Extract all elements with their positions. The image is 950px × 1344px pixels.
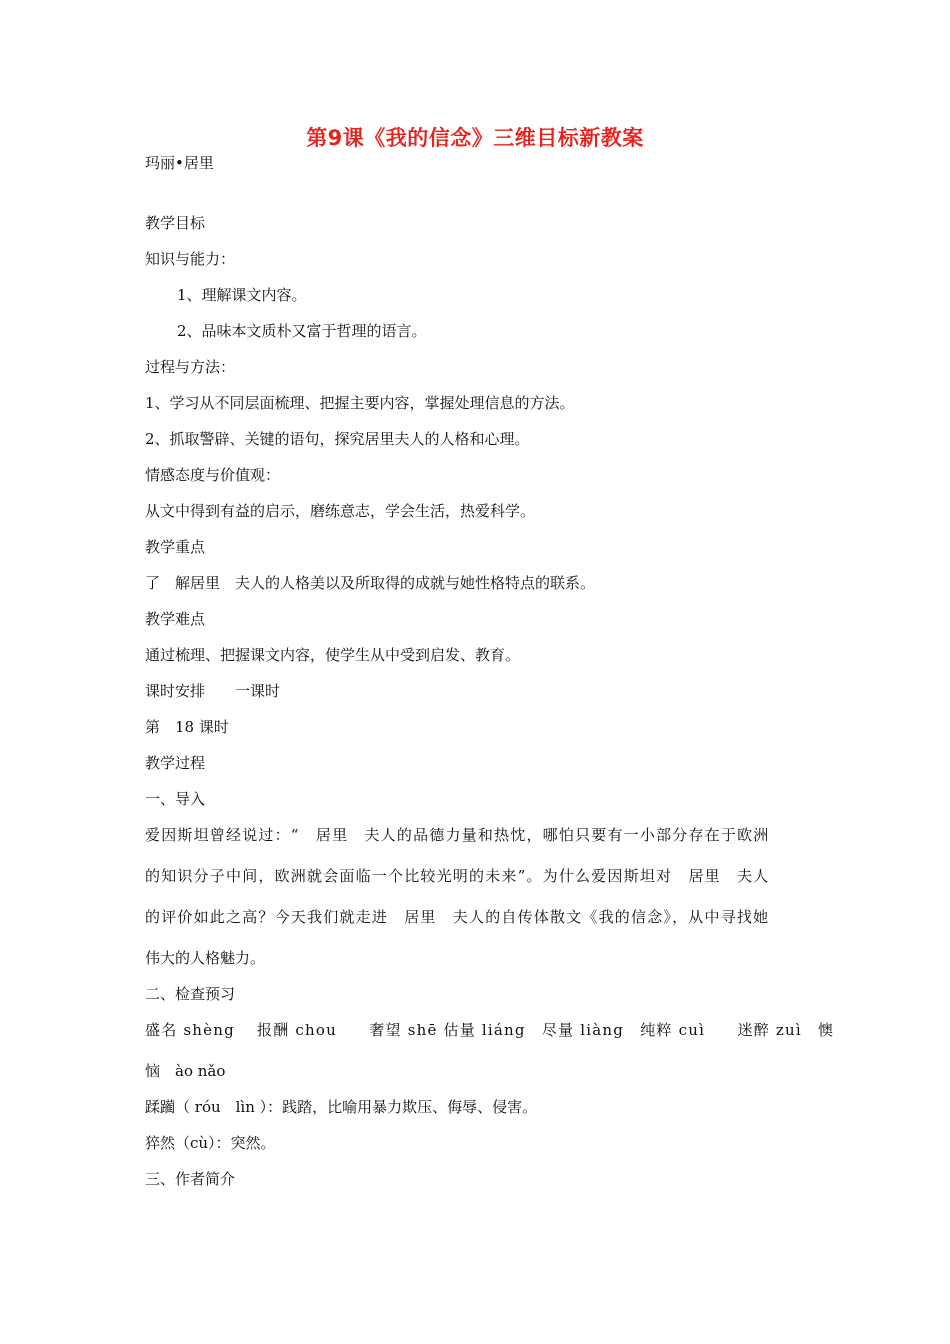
vocabulary-definition: 猝然（cù）：突然。 bbox=[145, 1134, 276, 1152]
vocabulary-definition: 蹂躏（ róu lìn ）：践踏，比喻用暴力欺压、侮辱、侵害。 bbox=[145, 1098, 538, 1116]
paragraph: 了 解居里 夫人的人格美以及所取得的成就与她性格特点的联系。 bbox=[145, 574, 596, 592]
heading-process: 教学过程 bbox=[145, 754, 206, 772]
section-heading: 三、作者简介 bbox=[145, 1170, 236, 1188]
subheading-knowledge: 知识与能力： bbox=[145, 250, 236, 268]
author-line: 玛丽•居里 bbox=[145, 154, 214, 172]
paragraph-line: 爱因斯坦曾经说过：“ 居里 夫人的品德力量和热忱，哪怕只要有一小部分存在于欧洲 bbox=[145, 826, 770, 844]
goal-item: 1、学习从不同层面梳理、把握主要内容，掌握处理信息的方法。 bbox=[145, 394, 575, 412]
paragraph-line: 的评价如此之高？今天我们就走进 居里 夫人的自传体散文《我的信念》，从中寻找她 bbox=[145, 908, 770, 926]
goal-item: 2、抓取警辟、关键的语句，探究居里夫人的人格和心理。 bbox=[145, 430, 530, 448]
paragraph: 从文中得到有益的启示，磨练意志，学会生活，热爱科学。 bbox=[145, 502, 536, 520]
section-heading: 一、导入 bbox=[145, 790, 206, 808]
goal-item: 1、理解课文内容。 bbox=[177, 286, 307, 304]
subheading-emotion: 情感态度与价值观： bbox=[145, 466, 281, 484]
paragraph-line: 伟大的人格魅力。 bbox=[145, 949, 266, 967]
paragraph: 通过梳理、把握课文内容，使学生从中受到启发、教育。 bbox=[145, 646, 521, 664]
goal-item: 2、品味本文质朴又富于哲理的语言。 bbox=[177, 322, 427, 340]
schedule-line: 课时安排 一课时 bbox=[145, 682, 281, 700]
section-heading: 二、检查预习 bbox=[145, 985, 236, 1003]
document-title: 第9课《我的信念》三维目标新教案 bbox=[306, 126, 644, 150]
subheading-process: 过程与方法： bbox=[145, 358, 236, 376]
heading-teaching-goals: 教学目标 bbox=[145, 214, 206, 232]
paragraph-line: 的知识分子中间，欧洲就会面临一个比较光明的未来”。为什么爱因斯坦对 居里 夫人 bbox=[145, 867, 770, 885]
vocabulary-line: 恼 ào nǎo bbox=[145, 1062, 226, 1080]
lesson-number-line: 第 18 课时 bbox=[145, 718, 229, 736]
heading-difficulties: 教学难点 bbox=[145, 610, 206, 628]
vocabulary-line: 盛名 shèng 报酬 chou 奢望 shē 估量 liáng 尽量 liàng 纯粹 cuì 迷醉 zuì 懊 bbox=[145, 1021, 835, 1039]
heading-key-points: 教学重点 bbox=[145, 538, 206, 556]
